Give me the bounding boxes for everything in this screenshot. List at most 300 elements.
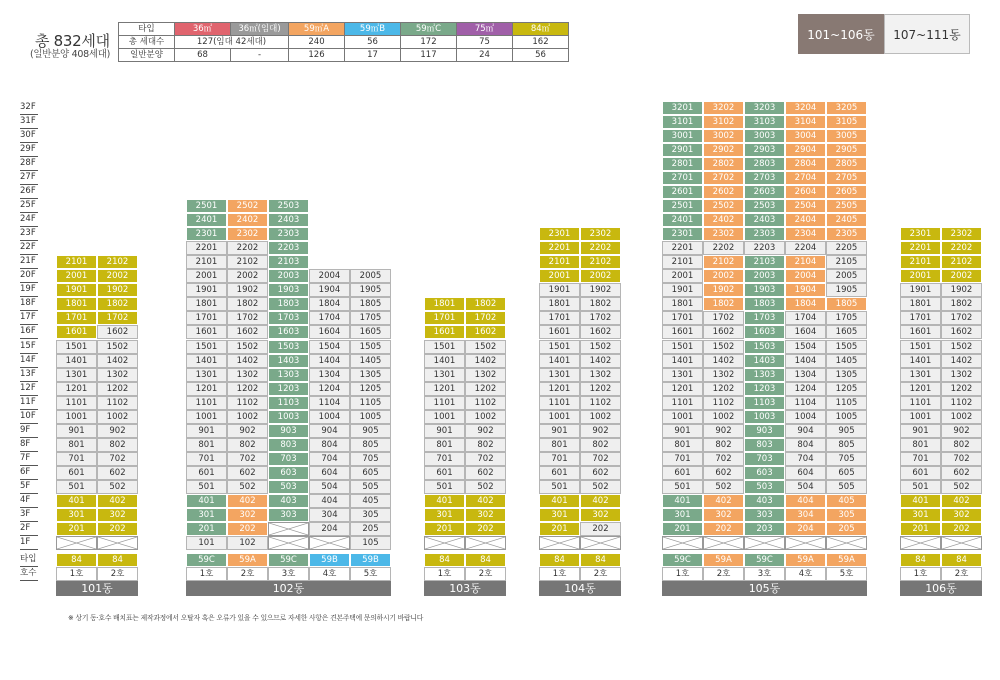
unit-cell[interactable]: 1902 [227, 283, 268, 297]
unit-cell[interactable]: 2002 [97, 269, 138, 283]
unit-cell[interactable]: 2102 [941, 255, 982, 269]
unit-cell[interactable]: 201 [539, 522, 580, 536]
unit-cell[interactable]: 2304 [785, 227, 826, 241]
unit-cell[interactable]: 1601 [56, 325, 97, 339]
unit-cell[interactable]: 503 [268, 480, 309, 494]
unit-cell[interactable]: 305 [826, 508, 867, 522]
unit-cell[interactable]: 902 [97, 424, 138, 438]
unit-cell[interactable]: 1601 [539, 325, 580, 339]
unit-cell[interactable]: 2101 [56, 255, 97, 269]
unit-cell[interactable]: 901 [662, 424, 703, 438]
unit-cell[interactable]: 302 [227, 508, 268, 522]
unit-cell[interactable]: 1902 [580, 283, 621, 297]
unit-cell[interactable]: 1605 [826, 325, 867, 339]
unit-cell[interactable]: 1105 [350, 396, 391, 410]
unit-cell[interactable]: 1001 [186, 410, 227, 424]
unit-cell[interactable]: 302 [703, 508, 744, 522]
unit-cell[interactable]: 1102 [580, 396, 621, 410]
unit-cell[interactable]: 2505 [826, 199, 867, 213]
unit-cell[interactable]: 1002 [580, 410, 621, 424]
unit-cell[interactable]: 2103 [268, 255, 309, 269]
unit-cell[interactable]: 1004 [785, 410, 826, 424]
unit-cell[interactable]: 1404 [309, 354, 350, 368]
unit-cell[interactable]: 2002 [227, 269, 268, 283]
unit-cell[interactable]: 1101 [424, 396, 465, 410]
unit-cell[interactable]: 1804 [785, 297, 826, 311]
empty-unit-cell[interactable] [703, 536, 744, 550]
empty-unit-cell[interactable] [465, 536, 506, 550]
unit-cell[interactable]: 2401 [186, 213, 227, 227]
unit-cell[interactable]: 2202 [227, 241, 268, 255]
unit-cell[interactable]: 401 [186, 494, 227, 508]
unit-cell[interactable]: 2001 [56, 269, 97, 283]
unit-cell[interactable]: 1003 [268, 410, 309, 424]
unit-cell[interactable]: 802 [465, 438, 506, 452]
unit-cell[interactable]: 1901 [662, 283, 703, 297]
unit-cell[interactable]: 303 [744, 508, 785, 522]
unit-cell[interactable]: 2701 [662, 171, 703, 185]
unit-cell[interactable]: 1202 [703, 382, 744, 396]
unit-cell[interactable]: 1403 [268, 354, 309, 368]
unit-cell[interactable]: 1701 [662, 311, 703, 325]
unit-cell[interactable]: 902 [227, 424, 268, 438]
unit-cell[interactable]: 2004 [309, 269, 350, 283]
unit-cell[interactable]: 2503 [268, 199, 309, 213]
unit-cell[interactable]: 1502 [703, 340, 744, 354]
unit-cell[interactable]: 1603 [744, 325, 785, 339]
unit-cell[interactable]: 1202 [97, 382, 138, 396]
unit-cell[interactable]: 1502 [941, 340, 982, 354]
unit-cell[interactable]: 1101 [900, 396, 941, 410]
unit-cell[interactable]: 1501 [662, 340, 703, 354]
unit-cell[interactable]: 504 [785, 480, 826, 494]
unit-cell[interactable]: 2203 [744, 241, 785, 255]
unit-cell[interactable]: 1802 [580, 297, 621, 311]
unit-cell[interactable]: 1303 [268, 368, 309, 382]
unit-cell[interactable]: 704 [309, 452, 350, 466]
empty-unit-cell[interactable] [56, 536, 97, 550]
unit-cell[interactable]: 602 [703, 466, 744, 480]
unit-cell[interactable]: 1705 [350, 311, 391, 325]
unit-cell[interactable]: 403 [268, 494, 309, 508]
unit-cell[interactable]: 905 [350, 424, 391, 438]
unit-cell[interactable]: 1801 [424, 297, 465, 311]
unit-cell[interactable]: 2403 [744, 213, 785, 227]
unit-cell[interactable]: 1803 [268, 297, 309, 311]
unit-cell[interactable]: 901 [186, 424, 227, 438]
unit-cell[interactable]: 2804 [785, 157, 826, 171]
unit-cell[interactable]: 1505 [350, 340, 391, 354]
unit-cell[interactable]: 203 [744, 522, 785, 536]
unit-cell[interactable]: 1802 [97, 297, 138, 311]
unit-cell[interactable]: 1301 [56, 368, 97, 382]
unit-cell[interactable]: 801 [56, 438, 97, 452]
unit-cell[interactable]: 902 [465, 424, 506, 438]
unit-cell[interactable]: 2302 [580, 227, 621, 241]
unit-cell[interactable]: 3201 [662, 101, 703, 115]
empty-unit-cell[interactable] [744, 536, 785, 550]
unit-cell[interactable]: 802 [580, 438, 621, 452]
unit-cell[interactable]: 1901 [539, 283, 580, 297]
unit-cell[interactable]: 2901 [662, 143, 703, 157]
unit-cell[interactable]: 502 [703, 480, 744, 494]
unit-cell[interactable]: 701 [56, 452, 97, 466]
unit-cell[interactable]: 1702 [97, 311, 138, 325]
unit-cell[interactable]: 3205 [826, 101, 867, 115]
unit-cell[interactable]: 1601 [662, 325, 703, 339]
unit-cell[interactable]: 1504 [309, 340, 350, 354]
unit-cell[interactable]: 2102 [97, 255, 138, 269]
unit-cell[interactable]: 1901 [186, 283, 227, 297]
unit-cell[interactable]: 2202 [580, 241, 621, 255]
unit-cell[interactable]: 1902 [97, 283, 138, 297]
unit-cell[interactable]: 803 [268, 438, 309, 452]
unit-cell[interactable]: 1701 [186, 311, 227, 325]
unit-cell[interactable]: 1804 [309, 297, 350, 311]
unit-cell[interactable]: 602 [97, 466, 138, 480]
unit-cell[interactable]: 1104 [785, 396, 826, 410]
empty-unit-cell[interactable] [826, 536, 867, 550]
unit-cell[interactable]: 302 [465, 508, 506, 522]
unit-cell[interactable]: 702 [97, 452, 138, 466]
unit-cell[interactable]: 1204 [309, 382, 350, 396]
unit-cell[interactable]: 605 [350, 466, 391, 480]
unit-cell[interactable]: 2002 [703, 269, 744, 283]
unit-cell[interactable]: 801 [424, 438, 465, 452]
unit-cell[interactable]: 1302 [580, 368, 621, 382]
unit-cell[interactable]: 801 [900, 438, 941, 452]
unit-cell[interactable]: 1702 [227, 311, 268, 325]
unit-cell[interactable]: 2003 [744, 269, 785, 283]
unit-cell[interactable]: 202 [97, 522, 138, 536]
unit-cell[interactable]: 404 [785, 494, 826, 508]
unit-cell[interactable]: 2802 [703, 157, 744, 171]
unit-cell[interactable]: 1801 [900, 297, 941, 311]
unit-cell[interactable]: 1601 [900, 325, 941, 339]
unit-cell[interactable]: 1402 [465, 354, 506, 368]
unit-cell[interactable]: 1205 [826, 382, 867, 396]
unit-cell[interactable]: 1801 [539, 297, 580, 311]
unit-cell[interactable]: 502 [580, 480, 621, 494]
unit-cell[interactable]: 405 [350, 494, 391, 508]
unit-cell[interactable]: 701 [662, 452, 703, 466]
unit-cell[interactable]: 402 [580, 494, 621, 508]
unit-cell[interactable]: 301 [186, 508, 227, 522]
unit-cell[interactable]: 2001 [539, 269, 580, 283]
unit-cell[interactable]: 505 [826, 480, 867, 494]
unit-cell[interactable]: 2101 [662, 255, 703, 269]
unit-cell[interactable]: 204 [309, 522, 350, 536]
unit-cell[interactable]: 2102 [227, 255, 268, 269]
empty-unit-cell[interactable] [785, 536, 826, 550]
unit-cell[interactable]: 904 [309, 424, 350, 438]
unit-cell[interactable]: 301 [424, 508, 465, 522]
unit-cell[interactable]: 1501 [424, 340, 465, 354]
unit-cell[interactable]: 2301 [539, 227, 580, 241]
unit-cell[interactable]: 401 [662, 494, 703, 508]
unit-cell[interactable]: 1801 [662, 297, 703, 311]
unit-cell[interactable]: 501 [186, 480, 227, 494]
unit-cell[interactable]: 1103 [744, 396, 785, 410]
unit-cell[interactable]: 701 [186, 452, 227, 466]
unit-cell[interactable]: 1202 [227, 382, 268, 396]
unit-cell[interactable]: 303 [268, 508, 309, 522]
unit-cell[interactable]: 701 [424, 452, 465, 466]
unit-cell[interactable]: 1505 [826, 340, 867, 354]
unit-cell[interactable]: 2302 [227, 227, 268, 241]
unit-cell[interactable]: 2401 [662, 213, 703, 227]
unit-cell[interactable]: 1701 [56, 311, 97, 325]
unit-cell[interactable]: 501 [900, 480, 941, 494]
unit-cell[interactable]: 701 [539, 452, 580, 466]
unit-cell[interactable]: 701 [900, 452, 941, 466]
unit-cell[interactable]: 1302 [227, 368, 268, 382]
unit-cell[interactable]: 2302 [941, 227, 982, 241]
unit-cell[interactable]: 1403 [744, 354, 785, 368]
unit-cell[interactable]: 2403 [268, 213, 309, 227]
unit-cell[interactable]: 1604 [785, 325, 826, 339]
unit-cell[interactable]: 1004 [309, 410, 350, 424]
unit-cell[interactable]: 603 [268, 466, 309, 480]
unit-cell[interactable]: 601 [424, 466, 465, 480]
unit-cell[interactable]: 1302 [703, 368, 744, 382]
unit-cell[interactable]: 205 [350, 522, 391, 536]
unit-cell[interactable]: 1901 [56, 283, 97, 297]
unit-cell[interactable]: 1101 [662, 396, 703, 410]
unit-cell[interactable]: 702 [941, 452, 982, 466]
unit-cell[interactable]: 3202 [703, 101, 744, 115]
unit-cell[interactable]: 1401 [56, 354, 97, 368]
unit-cell[interactable]: 201 [662, 522, 703, 536]
unit-cell[interactable]: 2803 [744, 157, 785, 171]
unit-cell[interactable]: 603 [744, 466, 785, 480]
unit-cell[interactable]: 2402 [703, 213, 744, 227]
unit-cell[interactable]: 3102 [703, 115, 744, 129]
unit-cell[interactable]: 3002 [703, 129, 744, 143]
unit-cell[interactable]: 402 [97, 494, 138, 508]
empty-unit-cell[interactable] [268, 536, 309, 550]
unit-cell[interactable]: 2402 [227, 213, 268, 227]
unit-cell[interactable]: 401 [539, 494, 580, 508]
unit-cell[interactable]: 504 [309, 480, 350, 494]
unit-cell[interactable]: 2001 [186, 269, 227, 283]
unit-cell[interactable]: 1902 [703, 283, 744, 297]
unit-cell[interactable]: 302 [580, 508, 621, 522]
unit-cell[interactable]: 304 [785, 508, 826, 522]
unit-cell[interactable]: 1602 [227, 325, 268, 339]
unit-cell[interactable]: 605 [826, 466, 867, 480]
unit-cell[interactable]: 1903 [268, 283, 309, 297]
unit-cell[interactable]: 1402 [97, 354, 138, 368]
unit-cell[interactable]: 1401 [186, 354, 227, 368]
unit-cell[interactable]: 2105 [826, 255, 867, 269]
unit-cell[interactable]: 2502 [703, 199, 744, 213]
unit-cell[interactable]: 1302 [941, 368, 982, 382]
unit-cell[interactable]: 3001 [662, 129, 703, 143]
unit-cell[interactable]: 2001 [662, 269, 703, 283]
unit-cell[interactable]: 1701 [539, 311, 580, 325]
unit-cell[interactable]: 202 [941, 522, 982, 536]
unit-cell[interactable]: 2602 [703, 185, 744, 199]
unit-cell[interactable]: 903 [268, 424, 309, 438]
unit-cell[interactable]: 1802 [465, 297, 506, 311]
unit-cell[interactable]: 1002 [703, 410, 744, 424]
unit-cell[interactable]: 405 [826, 494, 867, 508]
unit-cell[interactable]: 1903 [744, 283, 785, 297]
unit-cell[interactable]: 1005 [826, 410, 867, 424]
unit-cell[interactable]: 1902 [941, 283, 982, 297]
unit-cell[interactable]: 1302 [465, 368, 506, 382]
unit-cell[interactable]: 1303 [744, 368, 785, 382]
unit-cell[interactable]: 804 [785, 438, 826, 452]
unit-cell[interactable]: 1304 [309, 368, 350, 382]
unit-cell[interactable]: 2605 [826, 185, 867, 199]
unit-cell[interactable]: 1401 [424, 354, 465, 368]
unit-cell[interactable]: 1204 [785, 382, 826, 396]
unit-cell[interactable]: 401 [56, 494, 97, 508]
unit-cell[interactable]: 1602 [941, 325, 982, 339]
unit-cell[interactable]: 2504 [785, 199, 826, 213]
unit-cell[interactable]: 505 [350, 480, 391, 494]
unit-cell[interactable]: 1803 [744, 297, 785, 311]
unit-cell[interactable]: 601 [539, 466, 580, 480]
unit-cell[interactable]: 2603 [744, 185, 785, 199]
empty-unit-cell[interactable] [309, 536, 350, 550]
unit-cell[interactable]: 1001 [424, 410, 465, 424]
unit-cell[interactable]: 1305 [826, 368, 867, 382]
unit-cell[interactable]: 2202 [703, 241, 744, 255]
unit-cell[interactable]: 1602 [580, 325, 621, 339]
unit-cell[interactable]: 704 [785, 452, 826, 466]
unit-cell[interactable]: 1604 [309, 325, 350, 339]
unit-cell[interactable]: 302 [97, 508, 138, 522]
unit-cell[interactable]: 1905 [350, 283, 391, 297]
unit-cell[interactable]: 1201 [56, 382, 97, 396]
unit-cell[interactable]: 705 [350, 452, 391, 466]
unit-cell[interactable]: 301 [539, 508, 580, 522]
unit-cell[interactable]: 1801 [186, 297, 227, 311]
unit-cell[interactable]: 802 [227, 438, 268, 452]
unit-cell[interactable]: 404 [309, 494, 350, 508]
unit-cell[interactable]: 1502 [580, 340, 621, 354]
unit-cell[interactable]: 1502 [97, 340, 138, 354]
unit-cell[interactable]: 2303 [744, 227, 785, 241]
unit-cell[interactable]: 2303 [268, 227, 309, 241]
unit-cell[interactable]: 1401 [539, 354, 580, 368]
empty-unit-cell[interactable] [900, 536, 941, 550]
unit-cell[interactable]: 1005 [350, 410, 391, 424]
unit-cell[interactable]: 101 [186, 536, 227, 550]
unit-cell[interactable]: 1701 [900, 311, 941, 325]
unit-cell[interactable]: 503 [744, 480, 785, 494]
unit-cell[interactable]: 1501 [56, 340, 97, 354]
unit-cell[interactable]: 802 [941, 438, 982, 452]
unit-cell[interactable]: 2703 [744, 171, 785, 185]
unit-cell[interactable]: 602 [227, 466, 268, 480]
unit-cell[interactable]: 2101 [900, 255, 941, 269]
unit-cell[interactable]: 201 [900, 522, 941, 536]
unit-cell[interactable]: 1601 [424, 325, 465, 339]
unit-cell[interactable]: 2301 [186, 227, 227, 241]
unit-cell[interactable]: 202 [227, 522, 268, 536]
unit-cell[interactable]: 1201 [186, 382, 227, 396]
unit-cell[interactable]: 1703 [268, 311, 309, 325]
unit-cell[interactable]: 2503 [744, 199, 785, 213]
unit-cell[interactable]: 2805 [826, 157, 867, 171]
unit-cell[interactable]: 602 [941, 466, 982, 480]
unit-cell[interactable]: 802 [703, 438, 744, 452]
unit-cell[interactable]: 902 [580, 424, 621, 438]
unit-cell[interactable]: 1001 [539, 410, 580, 424]
unit-cell[interactable]: 1305 [350, 368, 391, 382]
unit-cell[interactable]: 1203 [744, 382, 785, 396]
unit-cell[interactable]: 501 [539, 480, 580, 494]
unit-cell[interactable]: 205 [826, 522, 867, 536]
unit-cell[interactable]: 301 [662, 508, 703, 522]
unit-cell[interactable]: 1304 [785, 368, 826, 382]
unit-cell[interactable]: 901 [424, 424, 465, 438]
unit-cell[interactable]: 502 [227, 480, 268, 494]
unit-cell[interactable]: 2601 [662, 185, 703, 199]
empty-unit-cell[interactable] [268, 522, 309, 536]
unit-cell[interactable]: 1002 [97, 410, 138, 424]
unit-cell[interactable]: 903 [744, 424, 785, 438]
unit-cell[interactable]: 3203 [744, 101, 785, 115]
unit-cell[interactable]: 1003 [744, 410, 785, 424]
unit-cell[interactable]: 803 [744, 438, 785, 452]
unit-cell[interactable]: 1203 [268, 382, 309, 396]
unit-cell[interactable]: 1402 [580, 354, 621, 368]
unit-cell[interactable]: 2904 [785, 143, 826, 157]
unit-cell[interactable]: 1202 [580, 382, 621, 396]
unit-cell[interactable]: 1901 [900, 283, 941, 297]
unit-cell[interactable]: 2201 [662, 241, 703, 255]
unit-cell[interactable]: 1702 [580, 311, 621, 325]
unit-cell[interactable]: 3003 [744, 129, 785, 143]
tab-107-111[interactable]: 107~111동 [884, 14, 970, 54]
unit-cell[interactable]: 1102 [465, 396, 506, 410]
empty-unit-cell[interactable] [580, 536, 621, 550]
unit-cell[interactable]: 2905 [826, 143, 867, 157]
unit-cell[interactable]: 901 [539, 424, 580, 438]
unit-cell[interactable]: 3101 [662, 115, 703, 129]
unit-cell[interactable]: 502 [97, 480, 138, 494]
unit-cell[interactable]: 401 [900, 494, 941, 508]
unit-cell[interactable]: 3104 [785, 115, 826, 129]
unit-cell[interactable]: 601 [900, 466, 941, 480]
unit-cell[interactable]: 2104 [785, 255, 826, 269]
empty-unit-cell[interactable] [539, 536, 580, 550]
unit-cell[interactable]: 1101 [186, 396, 227, 410]
unit-cell[interactable]: 1201 [900, 382, 941, 396]
unit-cell[interactable]: 1202 [465, 382, 506, 396]
unit-cell[interactable]: 1405 [350, 354, 391, 368]
empty-unit-cell[interactable] [941, 536, 982, 550]
unit-cell[interactable]: 2201 [900, 241, 941, 255]
unit-cell[interactable]: 1402 [227, 354, 268, 368]
unit-cell[interactable]: 202 [703, 522, 744, 536]
unit-cell[interactable]: 703 [268, 452, 309, 466]
unit-cell[interactable]: 802 [97, 438, 138, 452]
unit-cell[interactable]: 1102 [227, 396, 268, 410]
unit-cell[interactable]: 502 [941, 480, 982, 494]
unit-cell[interactable]: 1603 [268, 325, 309, 339]
empty-unit-cell[interactable] [97, 536, 138, 550]
unit-cell[interactable]: 1102 [703, 396, 744, 410]
unit-cell[interactable]: 1001 [662, 410, 703, 424]
unit-cell[interactable]: 1601 [186, 325, 227, 339]
unit-cell[interactable]: 702 [703, 452, 744, 466]
